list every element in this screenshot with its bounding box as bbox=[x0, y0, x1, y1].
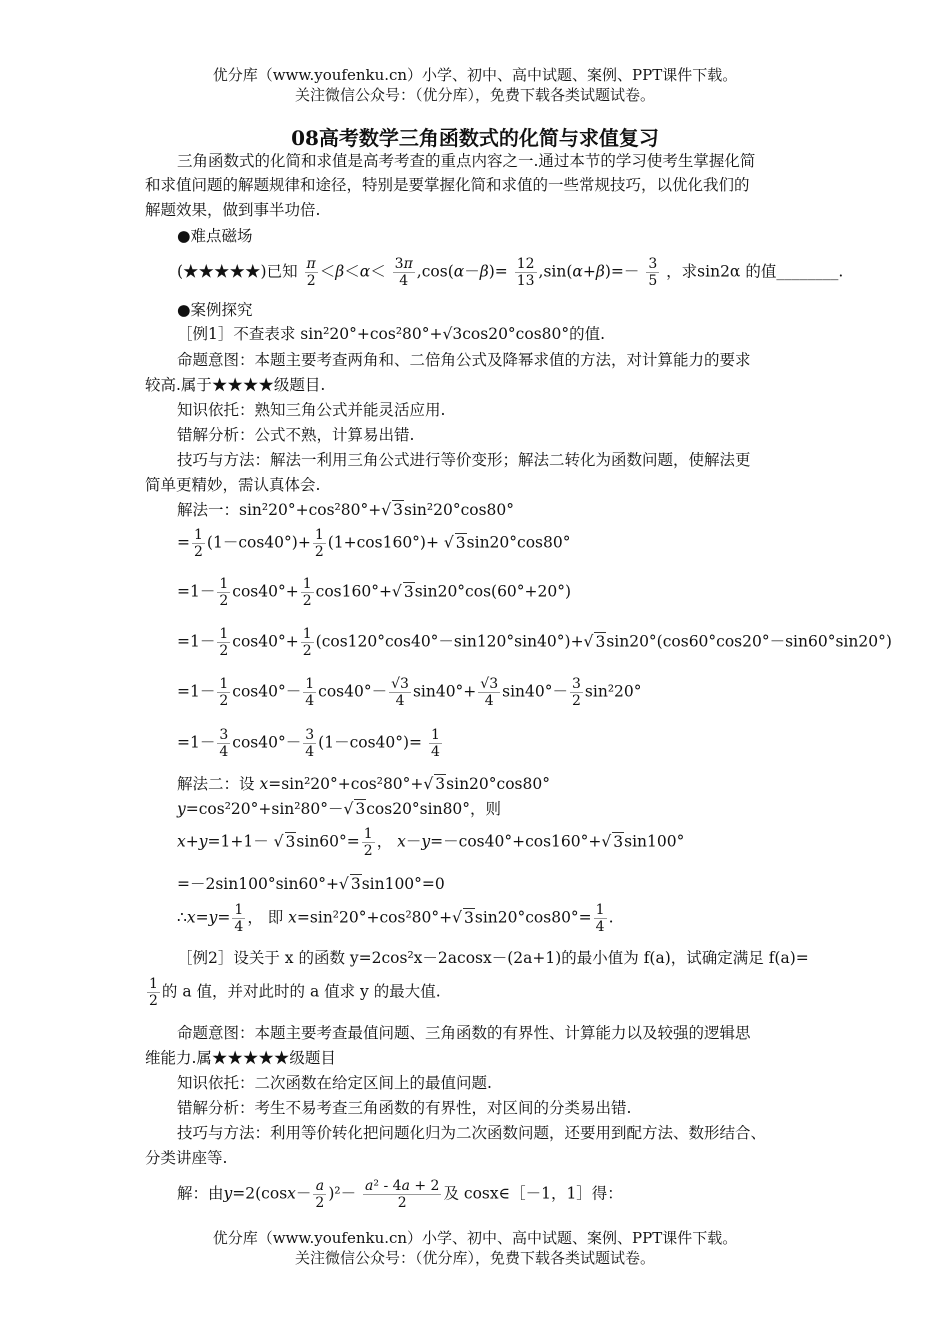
ex2-basis: 知识依托：二次函数在给定区间上的最值问题. bbox=[177, 1074, 492, 1092]
ex1-sol1-line-2: =1－ $\frac{1}{2}$ cos40°+ $\frac{1}{2}$ cos160°+√ 3sin20°cos(60°+20°) bbox=[177, 576, 572, 609]
header-line-2: 关注微信公众号：（优分库），免费下载各类试题试卷。 bbox=[294, 86, 655, 104]
section-cases: ●案例探究 bbox=[177, 301, 253, 319]
problem-stars: (★★★★★)已知 bbox=[177, 262, 298, 281]
intro-line-3: 解题效果，做到事半功倍. bbox=[145, 201, 321, 219]
ex1-intent-2: 较高.属于★★★★级题目. bbox=[145, 376, 326, 394]
ex2-method-2: 分类讲座等. bbox=[145, 1149, 228, 1167]
ex1-sol1-line-4: =1－ $\frac{1}{2}$ cos40°－ $\frac{1}{4}$ cos40°－ $\frac{√3}{4}$ sin40°+ $\frac{√3}{4}$ sin40°－ $\frac{3}{2}$ sin²20° bbox=[177, 676, 642, 709]
ex1-sol1-line-1: = $\frac{1}{2}$ (1－cos40°)+ $\frac{1}{2}$ (1+cos160°)+ √ 3sin20°cos80° bbox=[177, 527, 571, 560]
ex2-solution-start: 解：由y=2(cosx－ $\frac{a}{2}$ )²－ $\frac{\text{a² - 4a + 2}}{2}$ 及 cosx∈［－1，1］得： bbox=[177, 1178, 623, 1211]
page-title: 08高考数学三角函数式的化简与求值复习 bbox=[291, 126, 659, 150]
ex1-sol2-line-4: ∴x=y= $\frac{1}{4}$ ， 即 x=sin²20°+cos²80°+√ 3sin20°cos80°= $\frac{1}{4}$ . bbox=[177, 902, 614, 935]
ex1-sol2-line-1: y=cos²20°+sin²80°－√ 3cos20°sin80°，则 bbox=[177, 800, 502, 818]
ex1-sol1-line-3: =1－ $\frac{1}{2}$ cos40°+ $\frac{1}{2}$ (cos120°cos40°－sin120°sin40°)+√ 3sin20°(cos60°cos20°－sin60°sin20°) bbox=[177, 626, 892, 659]
ex2-intent-2: 维能力.属★★★★★级题目 bbox=[145, 1049, 336, 1067]
ex1-sol1-line-0: 解法一：sin²20°+cos²80°+√ 3sin²20°cos80° bbox=[177, 501, 515, 519]
header-line-1: 优分库（www.youfenku.cn）小学、初中、高中试题、案例、PPT课件下载。 bbox=[212, 66, 738, 84]
section-difficulty: ●难点磁场 bbox=[177, 227, 253, 245]
ex1-sol2-line-3: =－2sin100°sin60°+√ 3sin100°=0 bbox=[177, 875, 445, 893]
intro-line-1: 三角函数式的化简和求值是高考考查的重点内容之一.通过本节的学习使考生掌握化简 bbox=[177, 152, 756, 170]
footer-line-1: 优分库（www.youfenku.cn）小学、初中、高中试题、案例、PPT课件下载。 bbox=[212, 1229, 738, 1247]
problem-question: ，求sin2α 的值________. bbox=[666, 262, 844, 281]
ex1-intent-1: 命题意图：本题主要考查两角和、二倍角公式及降幂求值的方法，对计算能力的要求 bbox=[177, 351, 751, 369]
ex1-sol2-line-2: x+y=1+1－ √ 3sin60°= $\frac{1}{2}$ ， x－y=－cos40°+cos160°+√ 3sin100° bbox=[177, 826, 685, 859]
ex1-question: ［例1］不查表求 sin²20°+cos²80°+√3cos20°cos80°的值. bbox=[177, 325, 606, 343]
problem-statement: (★★★★★)已知 $\frac{\pi}{2}$ ＜β＜α＜ $\frac{3\pi}{4}$ ,cos(α－β)= $\frac{12}{13}$ ,sin(α+β)=－ $\frac{3}{5}$ ，求sin2α 的值________. bbox=[177, 256, 844, 289]
ex2-method-1: 技巧与方法：利用等价转化把问题化归为二次函数问题，还要用到配方法、数形结合、 bbox=[177, 1124, 767, 1142]
ex2-intent-1: 命题意图：本题主要考查最值问题、三角函数的有界性、计算能力以及较强的逻辑思 bbox=[177, 1024, 751, 1042]
ex1-sol1-line-5: =1－ $\frac{3}{4}$ cos40°－ $\frac{3}{4}$ (1－cos40°)= $\frac{1}{4}$ bbox=[177, 727, 440, 760]
intro-line-2: 和求值问题的解题规律和途径，特别是要掌握化简和求值的一些常规技巧，以优化我们的 bbox=[145, 176, 750, 194]
ex1-basis: 知识依托：熟知三角公式并能灵活应用. bbox=[177, 401, 446, 419]
footer-line-2: 关注微信公众号：（优分库），免费下载各类试题试卷。 bbox=[294, 1249, 655, 1267]
ex2-error: 错解分析：考生不易考查三角函数的有界性，对区间的分类易出错. bbox=[177, 1099, 632, 1117]
ex2-question-1: ［例2］设关于 x 的函数 y=2cos²x－2acosx－(2a+1)的最小值为 f(a)，试确定满足 f(a)= bbox=[177, 949, 809, 967]
ex1-method-2: 简单更精妙，需认真体会. bbox=[145, 476, 321, 494]
ex1-method-1: 技巧与方法：解法一利用三角公式进行等价变形；解法二转化为函数问题，使解法更 bbox=[177, 451, 751, 469]
ex1-sol2-line-0: 解法二：设 x=sin²20°+cos²80°+√ 3sin20°cos80° bbox=[177, 775, 550, 793]
ex2-question-2: $\frac{1}{2}$ 的 a 值，并对此时的 a 值求 y 的最大值. bbox=[149, 976, 441, 1009]
ex1-error: 错解分析：公式不熟，计算易出错. bbox=[177, 426, 415, 444]
